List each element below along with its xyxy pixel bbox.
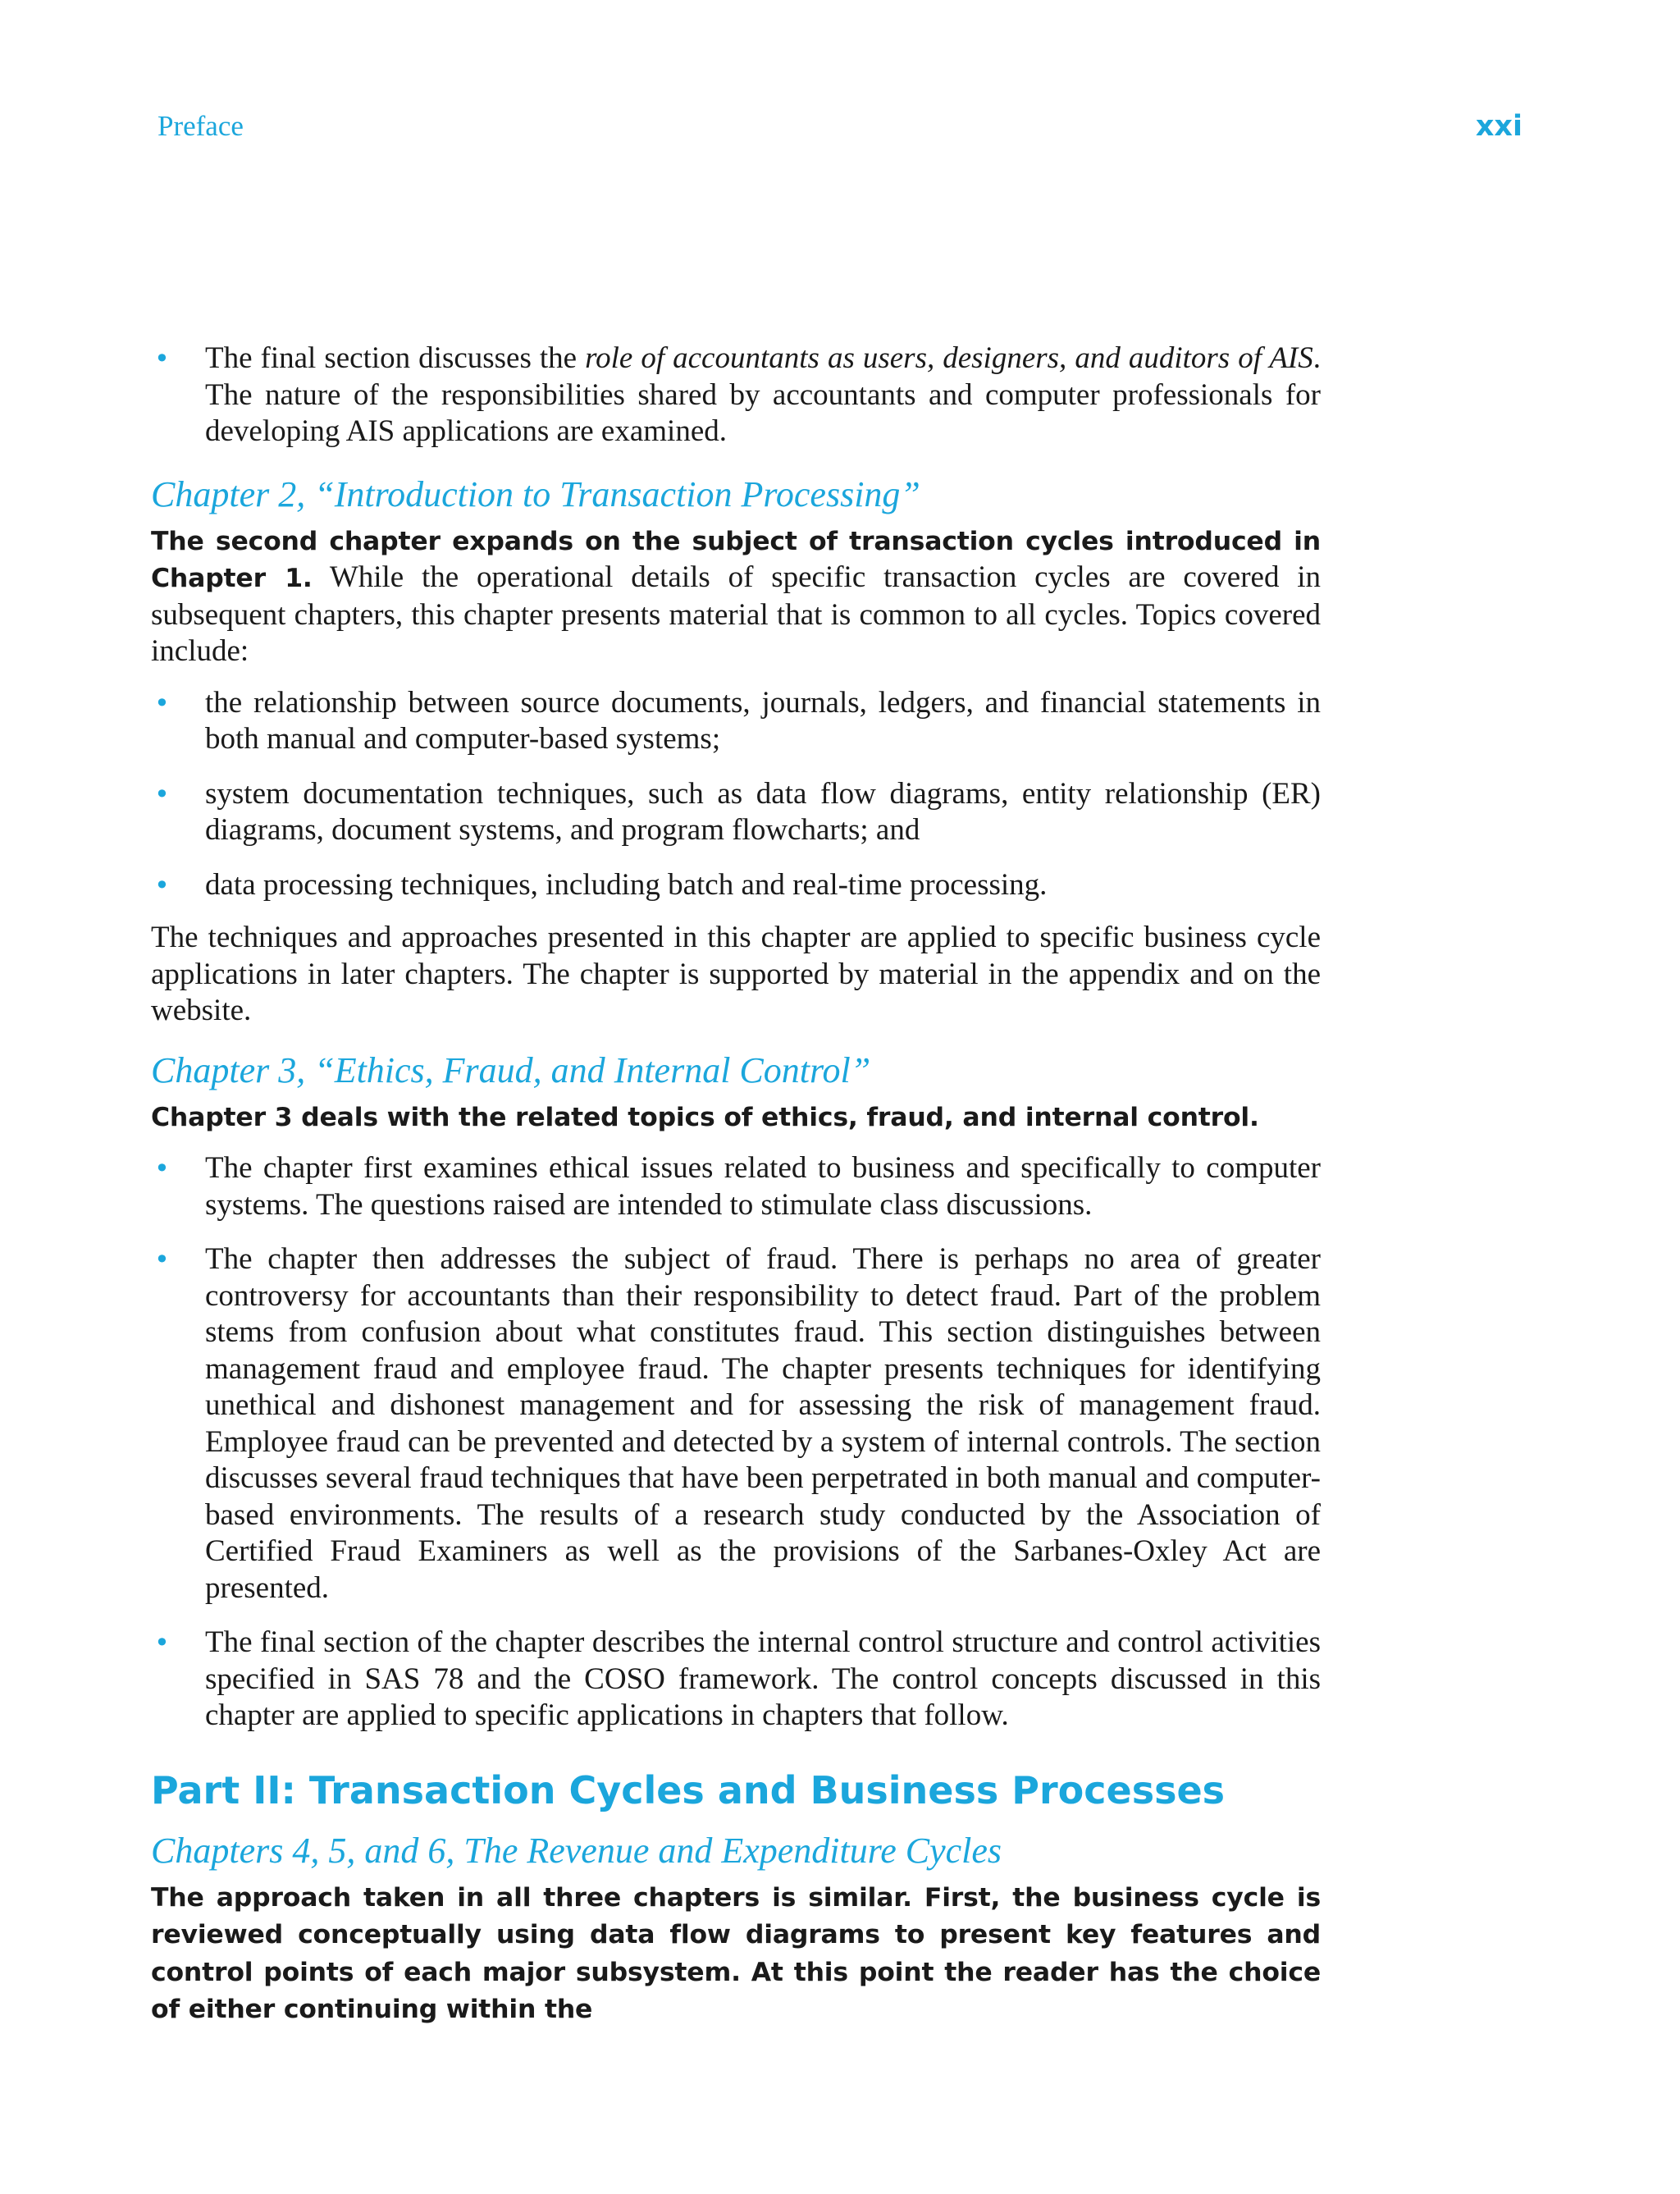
list-item-text: The chapter first examines ethical issues related to business and specifically to computer systems. The questions raised are intended to stimulate class discussions. bbox=[205, 1151, 1321, 1222]
chapters-4-6-heading: Chapters 4, 5, and 6, The Revenue and Expenditure Cycles bbox=[151, 1830, 1002, 1871]
bullet-icon: • bbox=[154, 1244, 170, 1275]
page-number: xxi bbox=[1475, 110, 1522, 143]
chapters-4-6-lead: The approach taken in all three chapters is similar. First, the business cycle is reviewed conceptually using data flow diagrams to present key features and control points of each major subsystem. At this point the reader has the choice of either continuing within the bbox=[151, 1882, 1321, 2024]
list-item-text: system documentation techniques, such as data flow diagrams, entity relationship (ER) diagrams, document systems, and program flowcharts; and bbox=[205, 776, 1321, 847]
running-head-section: Preface bbox=[158, 110, 244, 142]
list-item bbox=[151, 1150, 1321, 1223]
bullet-icon: • bbox=[154, 1627, 170, 1658]
bullet-icon: • bbox=[154, 778, 170, 810]
chapter-2-intro bbox=[151, 523, 1321, 670]
list-item-text: The chapter then addresses the subject of fraud. There is perhaps no area of greater controversy for accountants than their responsibility to detect fraud. Part of the problem stems from confusion about what constitutes fraud. This section distinguishes between management fraud and employee fraud. The chapter presents techniques for identifying unethical and dishonest management and for assessing the risk of management fraud. Employee fraud can be prevented and detected by a system of internal controls. The section discusses several fraud techniques that have been perpetrated in both manual and computer-based environments. The results of a research study conducted by the Association of Certified Fraud Examiners as well as the provisions of the Sarbanes-Oxley Act are presented. bbox=[205, 1242, 1321, 1605]
chapter-2-heading: Chapter 2, “Introduction to Transaction Processing” bbox=[151, 473, 920, 514]
list-item-text-pre: The final section discusses the bbox=[205, 341, 586, 375]
chapter-2-lead: The second chapter expands on the subject of transaction cycles introduced in Chapter 1. bbox=[151, 526, 1321, 593]
list-item bbox=[151, 341, 1321, 450]
list-item-text: The final section of the chapter describes the internal control structure and control activities specified in SAS 78 and the COSO framework. The control concepts discussed in this chapter are applied to specific applications in chapters that follow. bbox=[205, 1625, 1321, 1732]
bullet-icon: • bbox=[154, 1153, 170, 1184]
part-2-heading: Part II: Transaction Cycles and Business Processes bbox=[151, 1767, 1226, 1812]
list-item bbox=[151, 867, 1321, 904]
chapter-3-intro bbox=[151, 1099, 1321, 1136]
bullet-icon: • bbox=[154, 869, 170, 901]
page-body bbox=[151, 341, 1321, 2028]
list-item-text-emphasis: role of accountants as users, designers, and auditors of AIS bbox=[585, 341, 1313, 375]
list-item bbox=[151, 1625, 1321, 1735]
list-item bbox=[151, 776, 1321, 849]
chapter-3-topic-list bbox=[151, 1150, 1321, 1735]
bullet-icon: • bbox=[154, 687, 170, 719]
bullet-icon: • bbox=[154, 343, 170, 374]
list-item bbox=[151, 685, 1321, 758]
list-item-text: data processing techniques, including batch and real-time processing. bbox=[205, 867, 1048, 902]
chapter-2-topic-list bbox=[151, 685, 1321, 904]
list-item-text-post: . The nature of the responsibilities shared by accountants and computer professionals for developing AIS applications are examined. bbox=[205, 341, 1321, 448]
chapter-2-intro-text: While the operational details of specific transaction cycles are covered in subsequent chapters, this chapter presents material that is common to all cycles. Topics covered include: bbox=[151, 560, 1322, 668]
list-item-text: the relationship between source documents, journals, ledgers, and financial statements in both manual and computer-based systems; bbox=[205, 685, 1321, 756]
chapter-2-closing: The techniques and approaches presented in this chapter are applied to specific business cycle applications in later chapters. The chapter is supported by material in the appendix and on the website. bbox=[151, 921, 1321, 1027]
chapter-3-lead: Chapter 3 deals with the related topics of ethics, fraud, and internal control. bbox=[151, 1102, 1259, 1132]
chapters-4-6-intro bbox=[151, 1879, 1321, 2028]
list-item bbox=[151, 1241, 1321, 1607]
chapter-3-heading: Chapter 3, “Ethics, Fraud, and Internal Control” bbox=[151, 1049, 871, 1090]
